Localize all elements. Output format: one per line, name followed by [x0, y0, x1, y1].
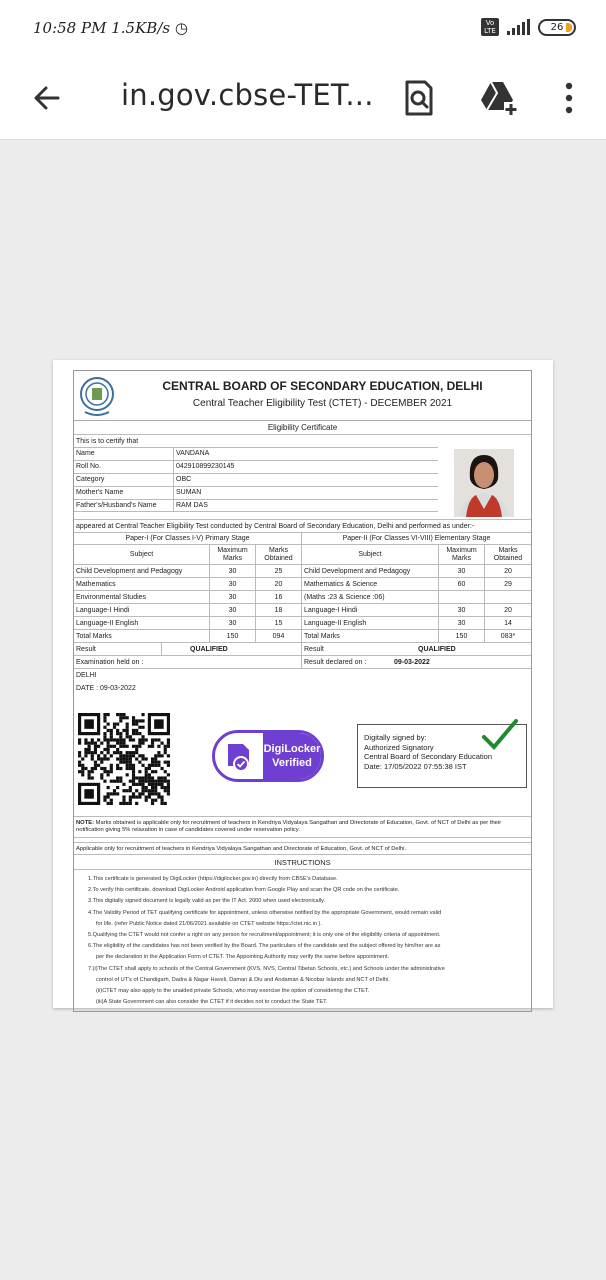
- marks-cell: 094: [256, 630, 302, 642]
- column-header: Marks Obtained: [493, 546, 523, 562]
- applicable-text: Applicable only for recruitment of teachers in Kendriya Vidyalaya Sangathan and Directorate of Education, Govt. of NCT of Delhi.: [74, 842, 531, 855]
- instruction-item: for life. (refer Public Notice dated 21/06/2021 available on CTET website https://ctet.nic.in ).: [96, 920, 322, 927]
- result-declared-label: Result declared on :: [304, 658, 367, 666]
- marks-cell: 30: [210, 617, 256, 629]
- marks-cell: 30: [210, 591, 256, 603]
- digilocker-verified-badge: [212, 730, 324, 782]
- marks-cell: 14: [504, 619, 512, 627]
- verified-text: Verified: [272, 757, 312, 769]
- marks-cell: 25: [256, 565, 302, 577]
- marks-row: [74, 630, 531, 643]
- instruction-item: 4.The Validity Period of TET qualifying certificate for appointment, unless otherwise notified by the appropriate Government, would remain valid: [88, 909, 442, 916]
- instruction-item: 3.This digitally signed document is legally valid as per the IT Act. 2000 when used electronically.: [88, 898, 326, 905]
- place-text: DELHI: [76, 672, 97, 679]
- marks-row: [74, 617, 531, 630]
- marks-cell: Language-I Hindi: [302, 604, 439, 616]
- digilocker-icon: [215, 732, 263, 780]
- marks-cell: 30: [210, 578, 256, 590]
- marks-cell: Child Development and Pedagogy: [74, 565, 210, 577]
- marks-cell: 30: [210, 604, 256, 616]
- marks-cell: 15: [256, 617, 302, 629]
- signal-icon: [507, 19, 530, 35]
- paper2-heading: Paper-II (For Classes VI-VIII) Elementary Stage: [342, 535, 491, 542]
- marks-cell: Language-I Hindi: [74, 604, 210, 616]
- result-declared-date: 09-03-2022: [394, 658, 430, 666]
- marks-cell: 30: [210, 565, 256, 577]
- column-header: Maximum Marks: [210, 545, 256, 564]
- column-header: Subject: [302, 545, 439, 564]
- marks-cell: 20: [256, 578, 302, 590]
- sign-date: Date: 17/05/2022 07:55:38 IST: [364, 761, 467, 771]
- marks-table: [74, 533, 531, 695]
- instruction-item: 5.Qualifying the CTET would not confer a right on any person for recruitment/appointment; it is only one of the eligibility criteria of appointment.: [88, 932, 441, 939]
- field-label: Roll No.: [74, 461, 174, 473]
- digital-signature-box: [357, 724, 527, 788]
- instruction-item: 7.(i)The CTET shall apply to schools of the Central Government (KVS, NVS, Central Tibetan Schools, etc.) and Schools under the administrative: [88, 965, 445, 972]
- marks-cell: 29: [504, 580, 512, 588]
- marks-cell: Total Marks: [74, 630, 210, 642]
- field-value: SUMAN: [176, 489, 202, 497]
- marks-row: [74, 565, 531, 578]
- marks-cell: 30: [439, 565, 485, 577]
- marks-cell: 30: [439, 617, 485, 629]
- alarm-icon: ◷: [174, 19, 188, 37]
- instructions-heading: INSTRUCTIONS: [74, 855, 531, 870]
- marks-cell: (Maths :23 & Science :06): [302, 591, 439, 603]
- marks-row: [74, 604, 531, 617]
- qr-code-icon: [78, 713, 170, 805]
- marks-cell: 16: [256, 591, 302, 603]
- digilocker-text: DigiLocker: [263, 743, 321, 755]
- result-label: Result: [74, 643, 162, 655]
- field-value: OBC: [176, 476, 192, 484]
- field-label: Mother's Name: [74, 487, 174, 499]
- save-to-drive-button[interactable]: [476, 76, 520, 120]
- marks-cell: Mathematics & Science: [302, 578, 439, 590]
- field-value: VANDANA: [176, 450, 210, 458]
- instruction-item: 2.To verify this certificate, download DigiLocker Android application from Google Play and scan the QR code on the certificate.: [88, 887, 400, 894]
- app-bar: [0, 60, 606, 140]
- result-paper2: QUALIFIED: [418, 645, 456, 653]
- field-label: Name: [74, 448, 174, 460]
- status-icons: [481, 18, 576, 36]
- sign-line: Authorized Signatory: [364, 742, 434, 752]
- battery-icon: 26: [538, 19, 576, 36]
- marks-row: [74, 578, 531, 591]
- marks-row: [74, 591, 531, 604]
- status-bar: [0, 0, 606, 60]
- more-vert-icon: [547, 76, 591, 120]
- sign-line: Digitally signed by:: [364, 733, 427, 742]
- marks-cell: 20: [504, 606, 512, 614]
- paper1-heading: Paper-I (For Classes I-V) Primary Stage: [74, 533, 302, 544]
- marks-cell: 150: [439, 630, 485, 642]
- certificate-title: CENTRAL BOARD OF SECONDARY EDUCATION, DELHI: [162, 379, 483, 393]
- marks-cell: Language-II English: [302, 617, 439, 629]
- find-in-document-button[interactable]: [397, 76, 441, 120]
- column-header: Marks Obtained: [256, 545, 302, 564]
- note-body: Marks obtained is applicable only for recruitment of teachers in Kendriya Vidyalaya Sangathan and Directorate of Education, Govt. of NCT of Delhi as per their notification giving 5% relaxation in case of candidates covered under reservation policy.: [76, 820, 502, 833]
- marks-cell: Language-II English: [74, 617, 210, 629]
- appeared-text: appeared at Central Teacher Eligibility Test conducted by Central Board of Secondary Education, Delhi and performed as under:-: [74, 520, 531, 533]
- certificate-header: [74, 371, 531, 421]
- marks-cell: 18: [256, 604, 302, 616]
- marks-cell: 083*: [500, 632, 516, 640]
- field-label: Category: [74, 474, 174, 486]
- result-paper1: QUALIFIED: [162, 643, 302, 655]
- instruction-item: 1.This certificate is generated by DigiLocker (https://digilocker.gov.in) directly from CBSE's Database.: [88, 876, 338, 882]
- column-header: Maximum Marks: [439, 545, 485, 564]
- document-viewer[interactable]: [0, 141, 606, 1280]
- arrow-left-icon: [26, 76, 70, 120]
- certificate-subtitle: Central Teacher Eligibility Test (CTET) - DECEMBER 2021: [192, 398, 453, 409]
- marks-cell: 20: [504, 567, 512, 575]
- volte-icon: Vo LTE: [481, 18, 499, 36]
- result-label: Result: [304, 645, 324, 653]
- back-button[interactable]: [26, 76, 70, 120]
- note-text: [74, 816, 531, 838]
- marks-cell: [439, 591, 485, 603]
- certify-text: This is to certify that: [76, 437, 139, 445]
- marks-cell: Environmental Studies: [74, 591, 210, 603]
- marks-cell: 30: [439, 604, 485, 616]
- instruction-item: 6.The eligibility of the candidates has not been verified by the Board. The particulars of the candidate and the subject offered by him/her are as: [88, 943, 441, 950]
- date-text: DATE : 09-03-2022: [76, 685, 136, 692]
- marks-cell: Child Development and Pedagogy: [302, 565, 439, 577]
- column-header: Subject: [74, 545, 210, 564]
- certificate: [73, 370, 532, 1012]
- candidate-info: [74, 435, 531, 520]
- exam-held-label: Examination held on :: [74, 656, 302, 668]
- marks-cell: 60: [439, 578, 485, 590]
- check-icon: [480, 719, 520, 751]
- eligibility-heading: Eligibility Certificate: [74, 421, 531, 435]
- document-search-icon: [397, 76, 441, 120]
- note-label: NOTE:: [76, 820, 95, 826]
- pdf-page: [53, 360, 553, 1008]
- marks-cell: 150: [210, 630, 256, 642]
- instructions-list: [88, 874, 528, 1008]
- instruction-item: control of UT's of Chandigarh, Dadra & Nagar Haveli, Daman & Diu and Andaman & Nicobar Islands and NCT of Delhi.: [96, 976, 390, 983]
- field-value: 042910899230145: [176, 463, 235, 471]
- candidate-photo: [454, 449, 514, 517]
- instruction-item: per the declaration in the Application Form of CTET. The Appointing Authority may verify the same before appointment.: [96, 954, 390, 961]
- instruction-item: (iii)A State Government can also consider the CTET if it decides not to conduct the State TET.: [96, 999, 328, 1006]
- marks-cell: [485, 591, 531, 603]
- instruction-item: (ii)CTET may also apply to the unaided private Schools, who may exercise the option of considering the CTET.: [96, 988, 370, 995]
- field-value: RAM DAS: [176, 502, 208, 509]
- field-label: Father's/Husband's Name: [74, 500, 174, 512]
- document-title: in.gov.cbse-TET...: [121, 78, 374, 112]
- more-options-button[interactable]: [547, 76, 591, 120]
- drive-add-icon: [476, 76, 520, 120]
- sign-line: Central Board of Secondary Education: [364, 752, 492, 761]
- marks-cell: Total Marks: [302, 630, 439, 642]
- marks-cell: Mathematics: [74, 578, 210, 590]
- status-time: 10:58 PM 1.5KB/s ◷: [33, 19, 188, 37]
